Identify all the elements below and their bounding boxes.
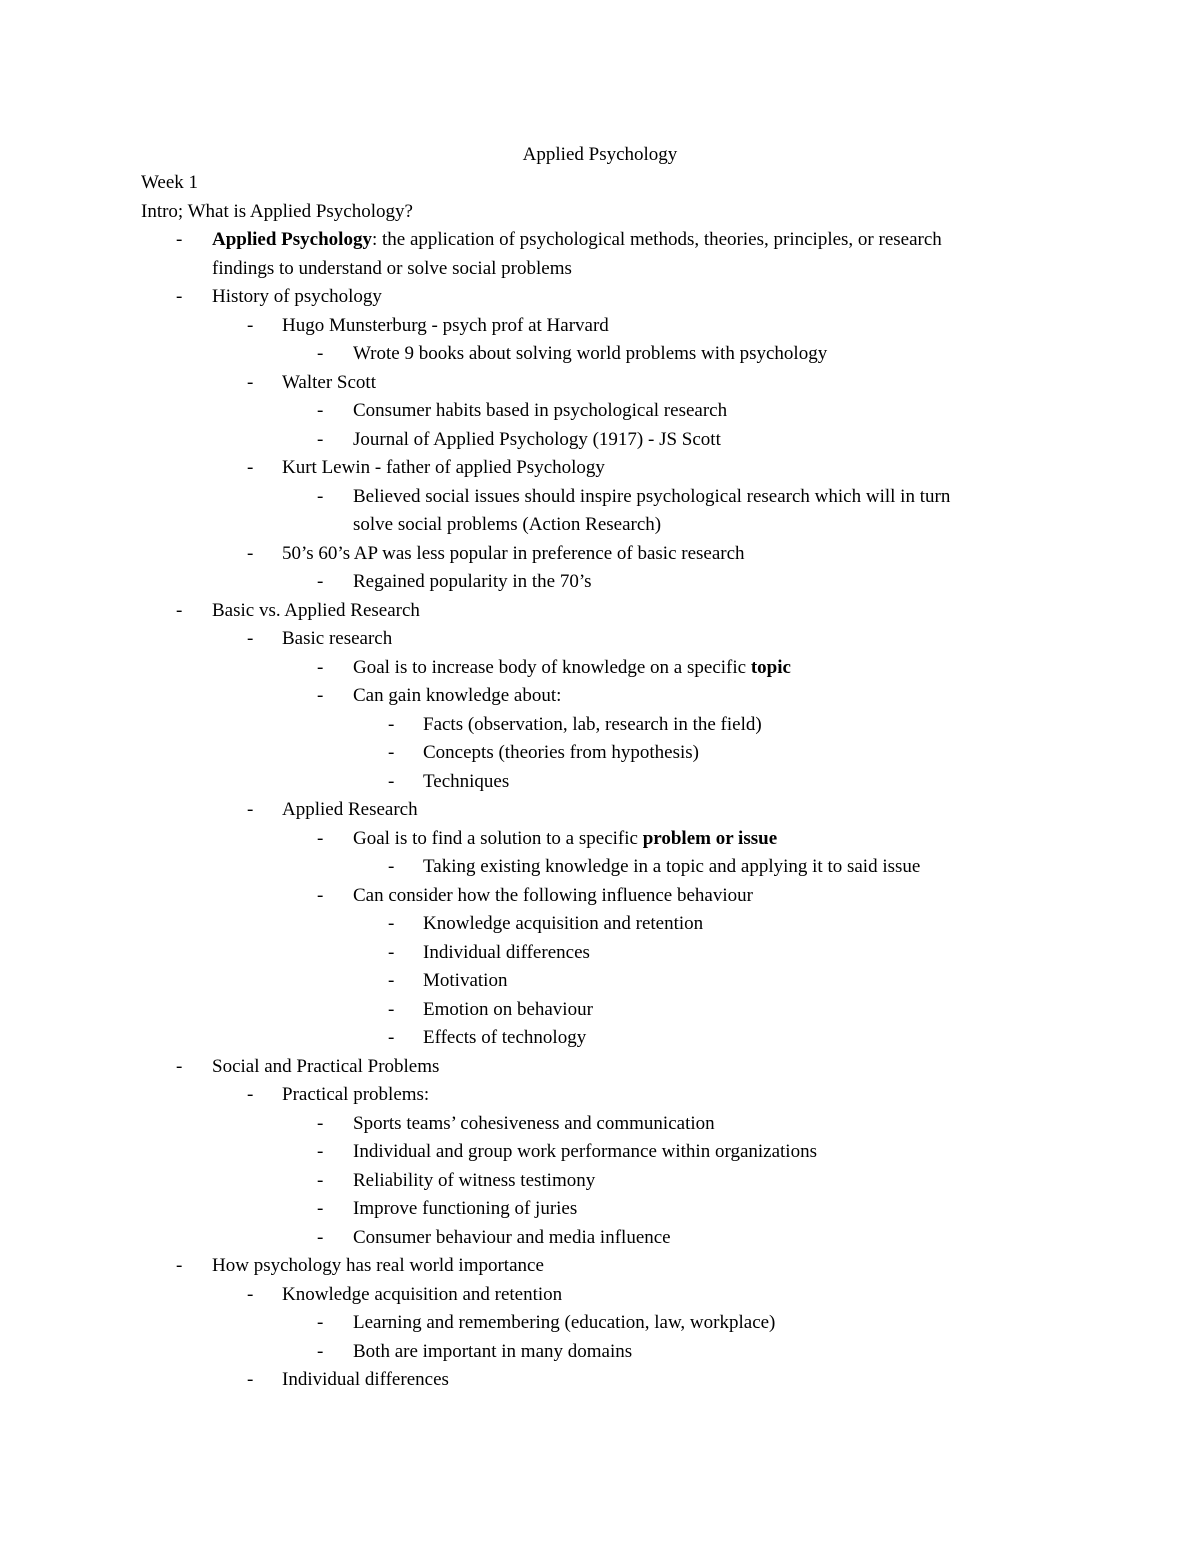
list-item	[353, 1140, 817, 1164]
list-item-text: Both are important in many domains	[353, 1340, 633, 1362]
list-item-text: Basic vs. Applied Research	[212, 599, 420, 621]
list-item-text: Learning and remembering (education, law, workplace)	[353, 1312, 776, 1333]
list-item	[423, 941, 590, 965]
list-item	[282, 456, 605, 480]
bullet-dash: -	[317, 884, 324, 906]
list-item-text: Goal is to find a solution to a specific	[353, 827, 643, 849]
list-item	[212, 599, 420, 623]
bullet-dash: -	[247, 1283, 254, 1305]
bullet-dash: -	[317, 1169, 324, 1191]
list-item-text: Effects of technology	[423, 1027, 587, 1048]
list-item	[423, 713, 762, 737]
list-item-text: Taking existing knowledge in a topic and applying it to said issue	[423, 856, 921, 877]
bullet-dash: -	[388, 856, 395, 877]
bullet-dash: -	[247, 457, 254, 478]
list-item-text: Individual and group work performance within organizations	[353, 1141, 817, 1162]
bullet-dash: -	[317, 343, 324, 364]
list-item-text: Reliability of witness testimony	[353, 1169, 596, 1191]
list-item-text: Consumer behaviour and media influence	[353, 1226, 671, 1248]
bullet-dash: -	[317, 1141, 324, 1162]
bullet-dash: -	[176, 286, 183, 307]
bullet-dash: -	[176, 229, 183, 250]
bullet-dash: -	[317, 1312, 324, 1333]
bullet-dash: -	[247, 371, 254, 393]
list-item-text: Wrote 9 books about solving world problems with psychology	[353, 343, 828, 364]
bullet-dash: -	[317, 1340, 324, 1362]
list-item-text: Walter Scott	[282, 371, 376, 393]
bullet-dash: -	[317, 485, 324, 507]
list-item	[423, 770, 509, 794]
list-item	[282, 1368, 449, 1392]
list-item	[423, 855, 920, 879]
bullet-dash: -	[247, 1084, 254, 1105]
list-item	[282, 1083, 429, 1107]
list-item-text: Facts (observation, lab, research in the field)	[423, 713, 762, 735]
list-item	[282, 314, 609, 338]
list-item-text: Sports teams’ cohesiveness and communication	[353, 1112, 715, 1134]
bullet-dash: -	[176, 1055, 183, 1077]
list-item	[353, 485, 950, 509]
list-item	[353, 1340, 632, 1364]
list-item	[353, 342, 827, 366]
list-item	[353, 399, 727, 423]
bullet-dash: -	[317, 571, 324, 592]
list-item-text: Regained popularity in the 70’s	[353, 571, 592, 592]
bullet-dash: -	[317, 1198, 324, 1219]
list-item-text: Believed social issues should inspire psychological research which will in turn	[353, 485, 951, 507]
list-item-text: Applied Research	[282, 799, 418, 820]
term-bold: Applied Psychology	[212, 229, 372, 250]
bullet-dash: -	[317, 1226, 324, 1248]
bullet-dash: -	[317, 827, 324, 849]
emphasis-bold: problem or issue	[642, 827, 778, 849]
list-item	[212, 1254, 544, 1278]
list-item-text: Can gain knowledge about:	[353, 685, 562, 706]
bullet-dash: -	[247, 799, 254, 820]
bullet-dash: -	[247, 314, 254, 336]
list-item-text: Practical problems:	[282, 1084, 430, 1105]
list-item	[353, 884, 753, 908]
bullet-dash: -	[388, 998, 395, 1020]
list-item	[423, 998, 593, 1022]
list-item	[353, 1226, 671, 1250]
list-item	[353, 1112, 715, 1136]
bullet-dash: -	[388, 1027, 395, 1048]
list-item	[282, 371, 376, 395]
list-item-text: How psychology has real world importance	[212, 1255, 544, 1276]
list-item	[423, 969, 507, 993]
list-item	[212, 285, 382, 309]
list-item-text: Improve functioning of juries	[353, 1198, 578, 1219]
list-item-text: Motivation	[423, 970, 508, 991]
list-item	[282, 798, 418, 822]
list-item	[353, 428, 721, 452]
list-item	[423, 1026, 586, 1050]
list-item	[212, 1055, 439, 1079]
list-item-continuation: solve social problems (Action Research)	[353, 514, 662, 535]
list-item-text: Knowledge acquisition and retention	[282, 1283, 563, 1305]
document-title: Applied Psychology	[522, 144, 678, 165]
bullet-dash: -	[388, 713, 395, 735]
list-item	[282, 542, 745, 566]
list-item-text: Emotion on behaviour	[423, 998, 593, 1020]
bullet-dash: -	[176, 599, 183, 621]
bullet-dash: -	[247, 542, 254, 564]
bullet-dash: -	[388, 913, 395, 934]
bullet-dash: -	[317, 1112, 324, 1134]
list-item	[423, 741, 699, 765]
list-item-text: Kurt Lewin - father of applied Psychology	[282, 457, 605, 478]
list-item	[353, 570, 592, 594]
list-item-text: Goal is to increase body of knowledge on a specific	[353, 656, 751, 678]
list-item-text: Techniques	[423, 770, 510, 792]
list-item	[282, 1283, 562, 1307]
bullet-dash: -	[317, 656, 324, 678]
list-item-text: Hugo Munsterburg - psych prof at Harvard	[282, 314, 609, 336]
list-item-continuation: findings to understand or solve social problems	[212, 257, 572, 279]
list-item	[282, 627, 392, 651]
bullet-dash: -	[176, 1255, 183, 1276]
list-item-text: Consumer habits based in psychological research	[353, 400, 728, 421]
bullet-dash: -	[388, 742, 395, 763]
bullet-dash: -	[247, 628, 254, 649]
emphasis-bold: topic	[750, 656, 791, 678]
list-item-text: 50’s 60’s AP was less popular in preference of basic research	[282, 542, 745, 564]
list-item	[353, 827, 777, 851]
list-item-text: : the application of psychological methods, theories, principles, or research	[371, 229, 942, 250]
list-item-text: Basic research	[282, 628, 393, 649]
list-item	[353, 1197, 577, 1221]
list-item-text: Individual differences	[423, 941, 590, 963]
bullet-dash: -	[388, 770, 395, 792]
list-item-text: Journal of Applied Psychology (1917) - JS Scott	[353, 428, 721, 450]
bullet-dash: -	[317, 400, 324, 421]
list-item-text: Can consider how the following influence behaviour	[353, 884, 753, 906]
bullet-dash: -	[388, 941, 395, 963]
list-item-text: Social and Practical Problems	[212, 1055, 440, 1077]
bullet-dash: -	[247, 1369, 254, 1390]
list-item	[212, 228, 942, 252]
list-item	[423, 912, 703, 936]
list-item-text: Individual differences	[282, 1369, 449, 1390]
list-item-text: Concepts (theories from hypothesis)	[423, 742, 699, 763]
list-item	[353, 656, 791, 680]
week-heading: Week 1	[141, 172, 199, 193]
bullet-dash: -	[317, 685, 324, 706]
list-item-text: Knowledge acquisition and retention	[423, 913, 704, 934]
bullet-dash: -	[317, 428, 324, 450]
list-item	[353, 1169, 595, 1193]
list-item-text: History of psychology	[212, 286, 382, 307]
list-item	[353, 1311, 775, 1335]
intro-heading: Intro; What is Applied Psychology?	[141, 201, 413, 222]
bullet-dash: -	[388, 970, 395, 991]
list-item	[353, 684, 561, 708]
